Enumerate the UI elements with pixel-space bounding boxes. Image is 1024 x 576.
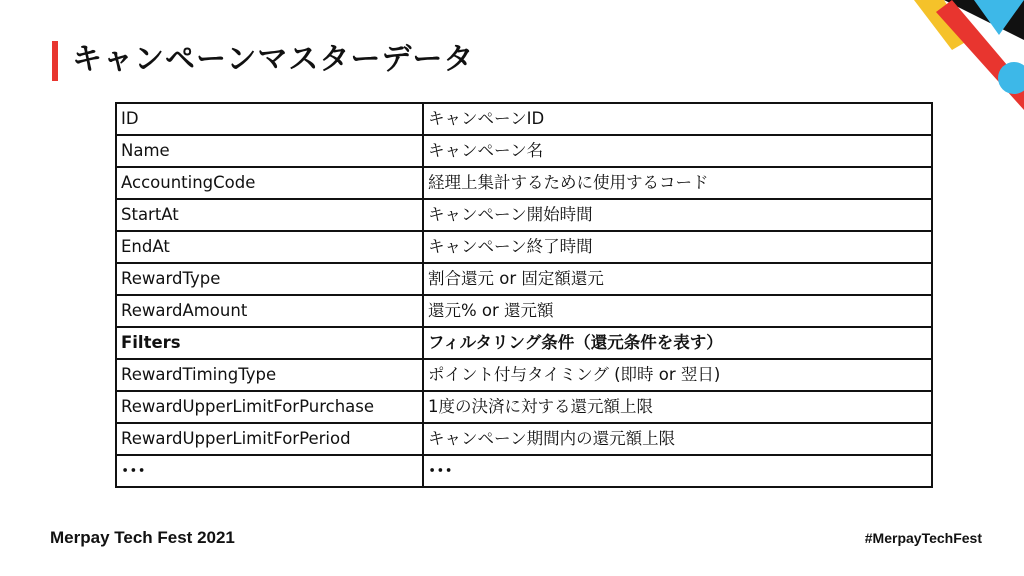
field-description-cell: 経理上集計するために使用するコード [423, 167, 932, 199]
campaign-master-table [115, 102, 933, 488]
field-description-cell: 還元% or 還元額 [423, 295, 932, 327]
field-name-cell: RewardType [116, 263, 423, 295]
table-row [116, 391, 932, 423]
field-description-cell: キャンペーンID [423, 103, 932, 135]
table-row [116, 455, 932, 487]
table-row [116, 135, 932, 167]
field-description-cell: キャンペーン名 [423, 135, 932, 167]
field-description-cell: フィルタリング条件（還元条件を表す） [423, 327, 932, 359]
field-description-cell: キャンペーン期間内の還元額上限 [423, 423, 932, 455]
field-name-cell: AccountingCode [116, 167, 423, 199]
table-row [116, 167, 932, 199]
table-row [116, 103, 932, 135]
field-name-cell: ID [116, 103, 423, 135]
title-accent-bar [52, 41, 58, 81]
table-row [116, 423, 932, 455]
table-row [116, 231, 932, 263]
field-name-cell: StartAt [116, 199, 423, 231]
hashtag: #MerpayTechFest [864, 530, 982, 546]
field-description-cell: キャンペーン終了時間 [423, 231, 932, 263]
table-row [116, 199, 932, 231]
page-title: キャンペーンマスターデータ [72, 42, 475, 77]
field-name-cell: RewardTimingType [116, 359, 423, 391]
field-name-cell: Filters [116, 327, 423, 359]
field-description-cell: 割合還元 or 固定額還元 [423, 263, 932, 295]
field-name-cell: RewardUpperLimitForPurchase [116, 391, 423, 423]
field-description-cell: 1度の決済に対する還元額上限 [423, 391, 932, 423]
table-row [116, 263, 932, 295]
field-name-cell: RewardUpperLimitForPeriod [116, 423, 423, 455]
field-description-cell: ･･･ [423, 455, 932, 487]
event-name: Merpay Tech Fest 2021 [50, 528, 235, 547]
table-row [116, 327, 932, 359]
field-name-cell: EndAt [116, 231, 423, 263]
table-row [116, 295, 932, 327]
field-name-cell: RewardAmount [116, 295, 423, 327]
field-description-cell: キャンペーン開始時間 [423, 199, 932, 231]
table-row [116, 359, 932, 391]
campaign-master-table-body [116, 103, 932, 487]
field-name-cell: ･･･ [116, 455, 423, 487]
field-name-cell: Name [116, 135, 423, 167]
field-description-cell: ポイント付与タイミング (即時 or 翌日) [423, 359, 932, 391]
